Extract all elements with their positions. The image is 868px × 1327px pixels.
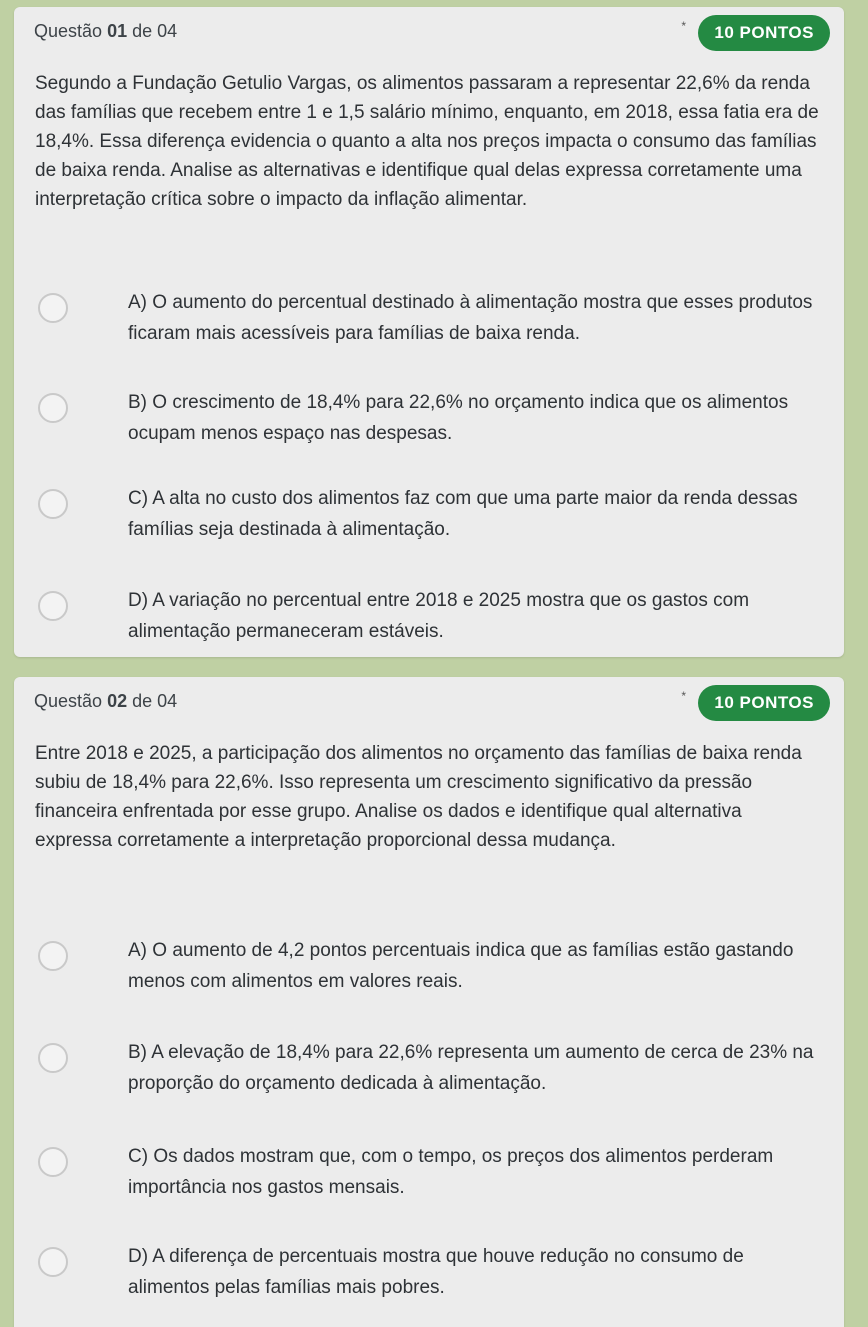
radio-button[interactable] [38,591,68,621]
points-badge: 10 PONTOS [698,15,830,51]
radio-button[interactable] [38,941,68,971]
question-total: de 04 [132,21,178,41]
radio-button[interactable] [38,1247,68,1277]
question-counter [34,691,177,712]
question-statement: Segundo a Fundação Getulio Vargas, os alimentos passaram a representar 22,6% da renda das famílias que recebem entre 1 e 1,5 salário mínimo, enquanto, em 2018, essa fatia era de 18,4%. Essa diferença evidencia o quanto a alta nos preços impacta o consumo das famílias de baixa renda. Analise as alternativas e identifique qual delas expressa corretamente uma interpretação crítica sobre o impacto da inflação alimentar. [35,73,819,210]
radio-button[interactable] [38,1147,68,1177]
option-text: B) O crescimento de 18,4% para 22,6% no orçamento indica que os alimentos ocupam menos espaço nas despesas. [128,392,789,444]
option-d[interactable] [30,585,828,655]
option-c[interactable] [30,1141,828,1211]
option-a[interactable] [30,935,828,1005]
option-text: A) O aumento de 4,2 pontos percentuais indica que as famílias estão gastando menos com alimentos em valores reais. [128,940,794,992]
question-header [34,15,830,49]
question-label-prefix: Questão [34,691,103,711]
question-header [34,685,830,719]
question-total: de 04 [132,691,178,711]
option-a[interactable] [30,287,828,357]
radio-button[interactable] [38,1043,68,1073]
question-card-2 [14,677,844,1327]
radio-button[interactable] [38,489,68,519]
option-text: B) A elevação de 18,4% para 22,6% representa um aumento de cerca de 23% na proporção do orçamento dedicada à alimentação. [128,1042,814,1094]
question-label-prefix: Questão [34,21,103,41]
option-text: A) O aumento do percentual destinado à alimentação mostra que esses produtos ficaram mais acessíveis para famílias de baixa renda. [128,292,813,344]
question-card-1 [14,7,844,657]
option-text: D) A diferença de percentuais mostra que houve redução no consumo de alimentos pelas famílias mais pobres. [128,1246,744,1298]
option-text: C) A alta no custo dos alimentos faz com que uma parte maior da renda dessas famílias seja destinada à alimentação. [128,488,798,540]
option-c[interactable] [30,483,828,553]
option-text: C) Os dados mostram que, com o tempo, os preços dos alimentos perderam importância nos gastos mensais. [128,1146,774,1198]
question-number: 01 [107,21,128,41]
points-badge: 10 PONTOS [698,685,830,721]
option-b[interactable] [30,387,828,457]
option-text: D) A variação no percentual entre 2018 e 2025 mostra que os gastos com alimentação permaneceram estáveis. [128,590,750,642]
option-b[interactable] [30,1037,828,1107]
question-counter [34,21,177,42]
radio-button[interactable] [38,293,68,323]
required-star-icon: * [681,689,686,703]
option-d[interactable] [30,1241,828,1311]
question-number: 02 [107,691,128,711]
required-star-icon: * [681,19,686,33]
radio-button[interactable] [38,393,68,423]
question-statement: Entre 2018 e 2025, a participação dos alimentos no orçamento das famílias de baixa renda subiu de 18,4% para 22,6%. Isso representa um crescimento significativo da pressão financeira enfrentada por esse grupo. Analise os dados e identifique qual alternativa expressa corretamente a interpretação proporcional dessa mudança. [35,743,802,851]
